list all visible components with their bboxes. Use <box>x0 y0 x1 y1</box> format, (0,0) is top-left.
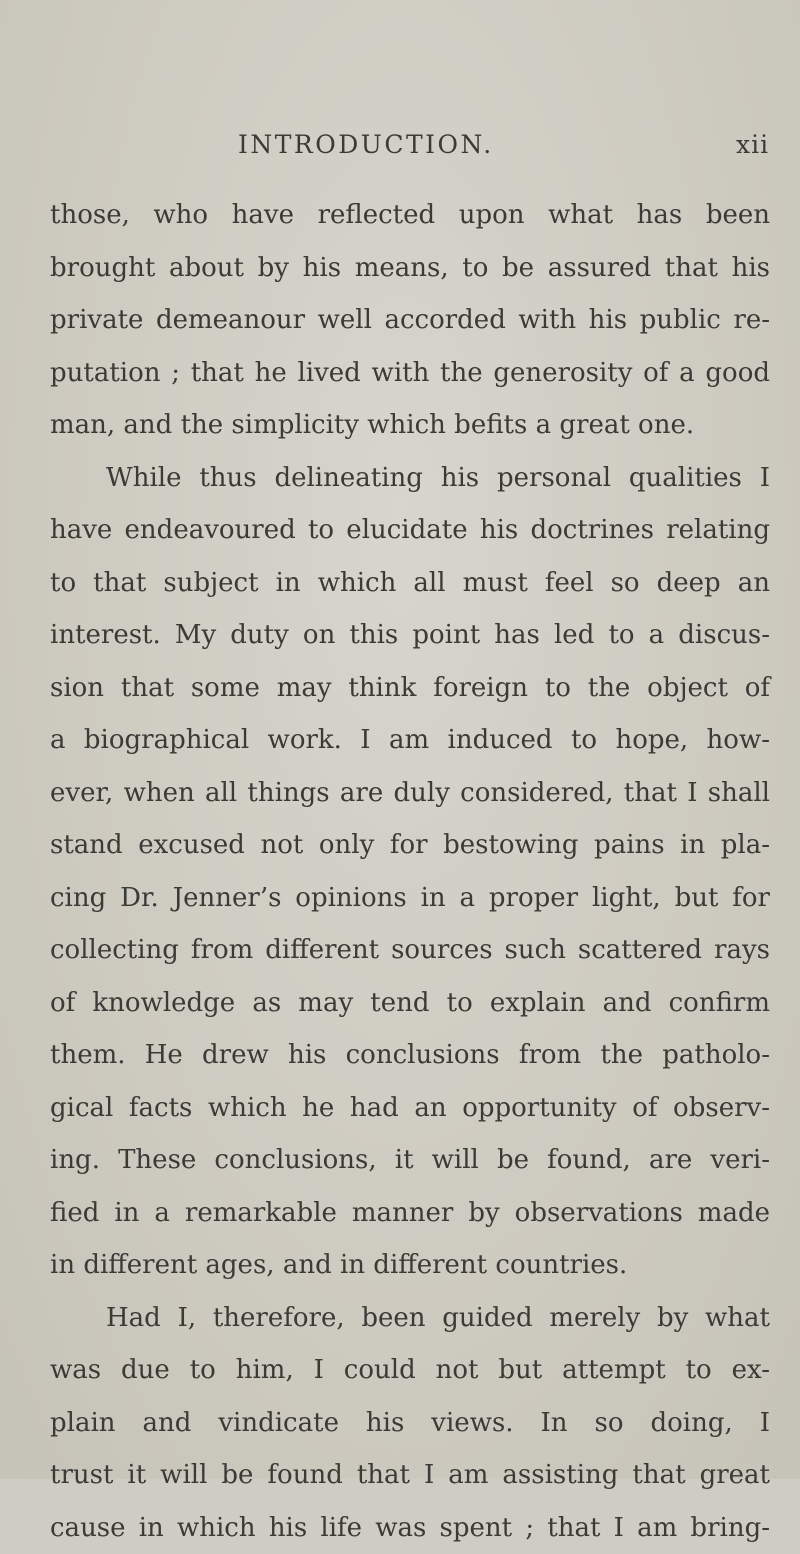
body-text <box>50 189 770 1554</box>
text-line: man, and the simplicity which befits a great one. <box>50 399 770 452</box>
text-line: cing Dr. Jenner’s opinions in a proper light, but for <box>50 872 770 925</box>
text-line: While thus delineating his personal qualities I <box>50 452 770 505</box>
text-line: Had I, therefore, been guided merely by what <box>50 1292 770 1345</box>
text-line: fied in a remarkable manner by observations made <box>50 1187 770 1240</box>
text-line: collecting from different sources such scattered rays <box>50 924 770 977</box>
text-line: sion that some may think foreign to the object of <box>50 662 770 715</box>
text-line: ever, when all things are duly considered, that I shall <box>50 767 770 820</box>
text-line: interest. My duty on this point has led to a discus- <box>50 609 770 662</box>
text-line: of knowledge as may tend to explain and confirm <box>50 977 770 1030</box>
text-line: those, who have reflected upon what has been <box>50 189 770 242</box>
text-line: putation ; that he lived with the generosity of a good <box>50 347 770 400</box>
text-line: ing. These conclusions, it will be found, are veri- <box>50 1134 770 1187</box>
page-number: xii <box>736 130 769 159</box>
text-line: private demeanour well accorded with his public re- <box>50 294 770 347</box>
text-line: in different ages, and in different countries. <box>50 1239 770 1292</box>
text-line: brought about by his means, to be assured that his <box>50 242 770 295</box>
page-header <box>0 130 800 170</box>
text-line: to that subject in which all must feel so deep an <box>50 557 770 610</box>
text-line: plain and vindicate his views. In so doing, I <box>50 1397 770 1450</box>
text-line: gical facts which he had an opportunity of observ- <box>50 1082 770 1135</box>
text-line: cause in which his life was spent ; that I am bring- <box>50 1502 770 1554</box>
text-line: a biographical work. I am induced to hope, how- <box>50 714 770 767</box>
text-line: was due to him, I could not but attempt to ex- <box>50 1344 770 1397</box>
text-line: stand excused not only for bestowing pains in pla- <box>50 819 770 872</box>
running-title: INTRODUCTION. <box>238 130 494 159</box>
text-line: have endeavoured to elucidate his doctrines relating <box>50 504 770 557</box>
text-line: them. He drew his conclusions from the patholo- <box>50 1029 770 1082</box>
text-line: trust it will be found that I am assisting that great <box>50 1449 770 1502</box>
